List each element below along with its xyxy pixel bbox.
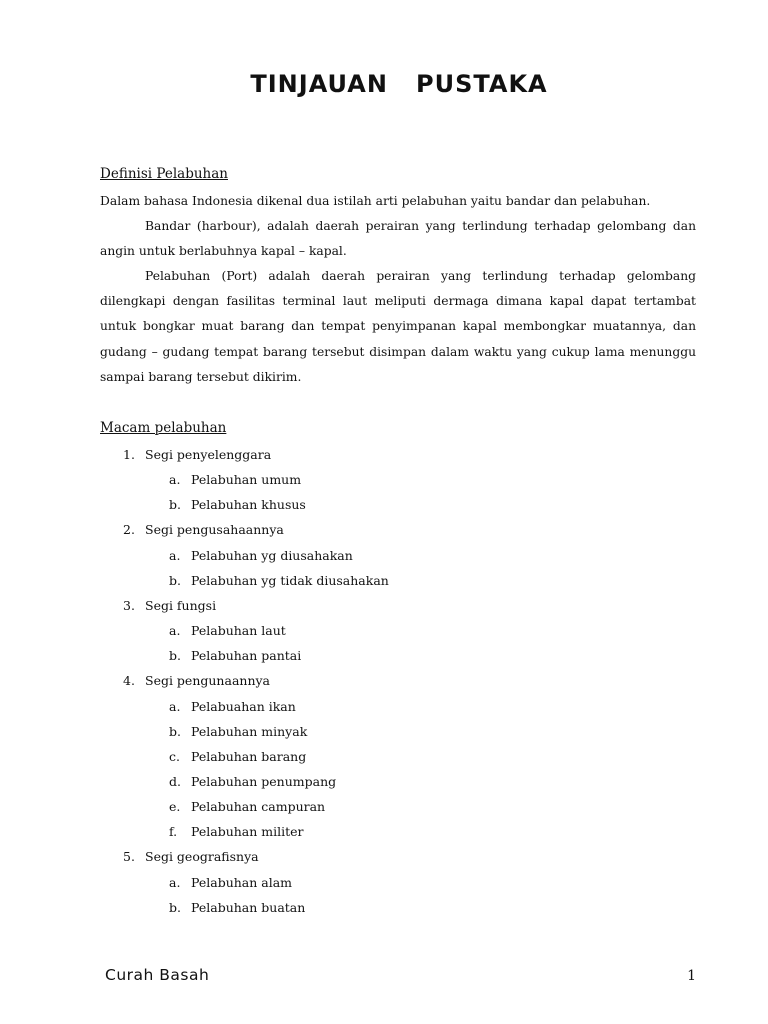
- list-item-label: Segi fungsi: [145, 597, 217, 613]
- list-item-label: Pelabuhan khusus: [191, 497, 306, 513]
- list-marker: b.: [169, 572, 181, 588]
- paragraph-intro: Dalam bahasa Indonesia dikenal dua istilah arti pelabuhan yaitu bandar dan pelabuhan.: [100, 194, 651, 208]
- section-heading-definisi: Definisi Pelabuhan: [100, 166, 228, 182]
- footer-title: Curah Basah: [105, 966, 210, 984]
- list-item-label: Pelabuhan alam: [191, 874, 293, 890]
- page-title: TINJAUAN PUSTAKA: [250, 70, 548, 98]
- list-item-label: Pelabuhan penumpang: [191, 773, 337, 789]
- list-item-label: Pelabuhan minyak: [191, 723, 308, 739]
- list-marker: e.: [169, 799, 181, 815]
- list-item-label: Segi penyelenggara: [145, 447, 272, 462]
- list-marker: a.: [169, 547, 181, 563]
- list-marker: 5.: [123, 849, 135, 865]
- list-item-label: Pelabuahan ikan: [191, 698, 296, 714]
- list-item-label: Pelabuhan barang: [191, 748, 307, 764]
- list-item-label: Pelabuhan militer: [191, 824, 304, 840]
- list-marker: 3.: [123, 597, 135, 613]
- list-item-label: Pelabuhan umum: [191, 472, 302, 488]
- list-marker: 4.: [123, 673, 135, 689]
- list-marker: f.: [169, 824, 178, 840]
- list-item-label: Pelabuhan campuran: [191, 799, 326, 815]
- list-item-label: Segi pengunaannya: [145, 673, 271, 689]
- list-marker: d.: [169, 773, 181, 789]
- list-marker: b.: [169, 899, 181, 915]
- list-item-label: Pelabuhan pantai: [191, 648, 302, 664]
- section-heading-macam: Macam pelabuhan: [100, 420, 227, 436]
- list-marker: b.: [169, 648, 181, 664]
- list-marker: 1.: [123, 447, 135, 462]
- list-marker: b.: [169, 497, 181, 513]
- list-marker: a.: [169, 623, 181, 639]
- list-marker: a.: [169, 874, 181, 890]
- list-marker: a.: [169, 472, 181, 488]
- list-marker: c.: [169, 748, 180, 764]
- list-item-label: Pelabuhan laut: [191, 623, 286, 639]
- paragraph-bandar: Bandar (harbour), adalah daerah perairan yang terlindung terhadap gelombang dan angin untuk berlabuhnya kapal – kapal.: [100, 219, 696, 259]
- list-item-label: Pelabuhan yg tidak diusahakan: [191, 572, 389, 588]
- paragraph-pelabuhan: Pelabuhan (Port) adalah daerah perairan yang terlindung terhadap gelombang dilengkapi dengan fasilitas terminal laut meliputi dermaga dimana kapal dapat tertambat untuk bongkar muat barang dan tempat penyimpanan kapal membongkar muatannya, dan gudang – gudang tempat barang tersebut disimpan dalam waktu yang cukup lama menunggu sampai barang tersebut dikirim.: [100, 269, 696, 384]
- list-item-label: Pelabuhan buatan: [191, 899, 306, 915]
- page-number: 1: [687, 968, 696, 984]
- list-marker: 2.: [123, 522, 135, 538]
- list-marker: b.: [169, 723, 181, 739]
- list-item-label: Pelabuhan yg diusahakan: [191, 547, 353, 563]
- list-item-label: Segi geografisnya: [145, 849, 259, 865]
- list-marker: a.: [169, 698, 181, 714]
- list-item-label: Segi pengusahaannya: [145, 522, 284, 538]
